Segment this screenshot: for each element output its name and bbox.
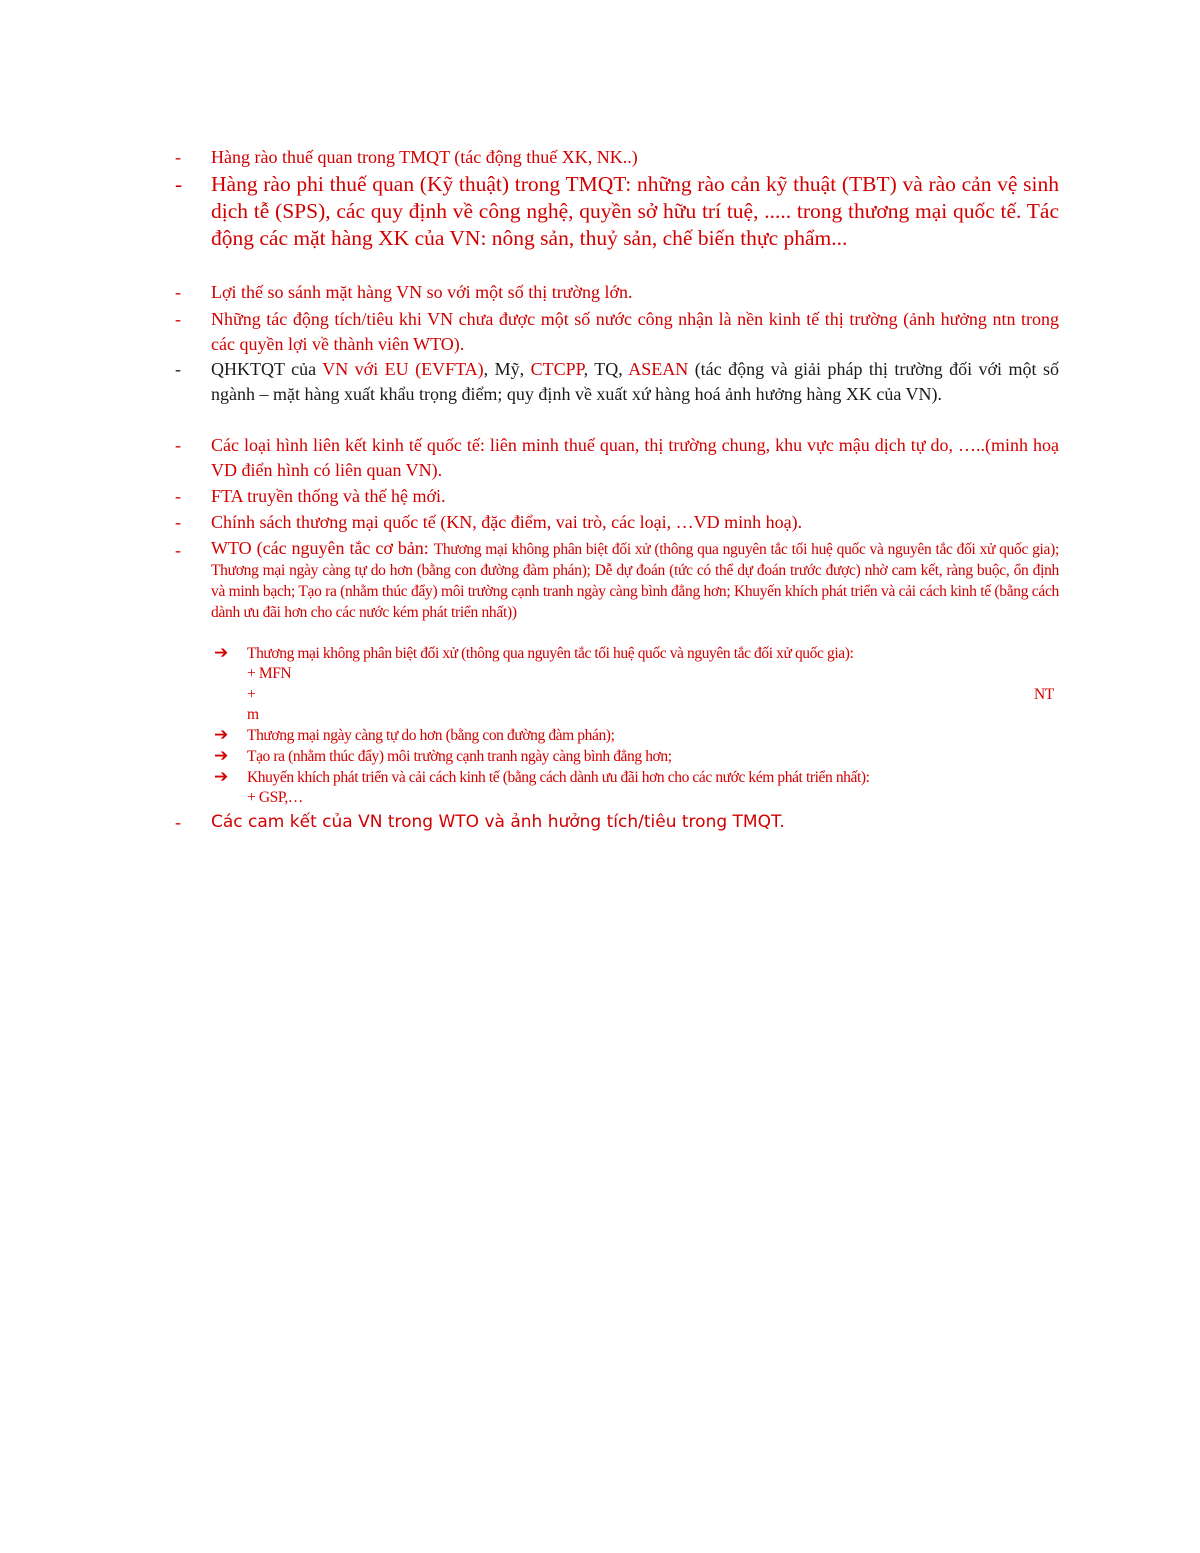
- text-run: WTO (các nguyên tắc cơ bản:: [211, 538, 434, 558]
- text-run-highlight: VN với EU (EVFTA): [322, 359, 484, 379]
- arrow-right-icon: ➔: [214, 767, 228, 787]
- list-bullet: -: [175, 486, 181, 506]
- list-item: [175, 484, 1059, 509]
- list-item: [175, 280, 1059, 305]
- text-run: (tác động và giải pháp thị trường đối với một số ngành – mặt hàng xuất khẩu trọng điểm; quy định về xuất xứ hàng hoá ảnh hưởng hàng XK của VN).: [211, 359, 1059, 404]
- list-item-text: Những tác động tích/tiêu khi VN chưa được một số nước công nhận là nền kinh tế thị trường (ảnh hưởng ntn trong các quyền lợi về thành viên WTO).: [211, 309, 1059, 354]
- list-item-text: Chính sách thương mại quốc tế (KN, đặc điểm, vai trò, các loại, …VD minh hoạ).: [211, 512, 803, 532]
- text-run: QHKTQT của: [211, 359, 323, 379]
- sub-list-line: NT: [1034, 686, 1054, 703]
- text-run-highlight: ASEAN: [628, 359, 689, 379]
- list-bullet: -: [175, 540, 181, 560]
- text-run: , Mỹ,: [483, 359, 531, 379]
- sub-list-item-text: Tạo ra (nhằm thúc đẩy) môi trường cạnh tranh ngày càng bình đẳng hơn;: [247, 748, 672, 765]
- list-item-text: Hàng rào phi thuế quan (Kỹ thuật) trong TMQT: những rào cản kỹ thuật (TBT) và rào cản vệ sinh dịch tễ (SPS), các quy định về công nghệ, quyền sở hữu trí tuệ, ..... trong thương mại quốc tế. Tác động các mặt hàng XK của VN: nông sản, thuỷ sản, chế biến thực phẩm...: [211, 172, 1059, 250]
- list-bullet: -: [175, 812, 181, 832]
- list-item-text: Các loại hình liên kết kinh tế quốc tế: liên minh thuế quan, thị trường chung, khu vực mậu dịch tự do, …..(minh hoạ VD điển hình có liên quan VN).: [211, 435, 1059, 480]
- text-run-small: Thương mại không phân biệt đối xử (thông qua nguyên tắc tối huệ quốc và nguyên tắc đối xử quốc gia); Thương mại ngày càng tự do hơn (bằng con đường đàm phán); Dễ dự đoán (tức có thể dự đoán trước được) nhờ cam kết, ràng buộc, ổn định và minh bạch; Tạo ra (nhằm thúc đẩy) môi trường cạnh tranh ngày càng bình đẳng hơn; Khuyến khích phát triển và cải cách kinh tế (bằng cách dành ưu đãi hơn cho các nước kém phát triển nhất)): [211, 541, 1059, 621]
- arrow-right-icon: ➔: [214, 725, 228, 745]
- list-item-text: Các cam kết của VN trong WTO và ảnh hưởng tích/tiêu trong TMQT.: [211, 812, 785, 832]
- list-bullet: -: [175, 172, 183, 196]
- list-item: [175, 171, 1059, 281]
- list-item: [175, 538, 1059, 643]
- list-item: [175, 810, 1059, 835]
- sub-list-item: [214, 768, 1059, 787]
- arrow-right-icon: ➔: [214, 643, 228, 663]
- sub-list-line: + GSP,…: [247, 789, 303, 806]
- list-item-text: [211, 538, 1059, 623]
- sub-list-item: [214, 644, 1059, 663]
- sub-list-item: [214, 726, 1059, 745]
- text-run: , TQ,: [583, 359, 629, 379]
- list-item: [175, 145, 1059, 170]
- sub-list-item-text: Thương mại ngày càng tự do hơn (bằng con đường đàm phán);: [247, 727, 615, 744]
- list-item: [175, 433, 1059, 483]
- sub-list-line: +: [247, 686, 256, 703]
- list-item-text: [211, 357, 1059, 407]
- list-bullet: -: [175, 282, 181, 302]
- sub-list-item: [214, 747, 1059, 766]
- list-item: [175, 307, 1059, 357]
- list-bullet: -: [175, 147, 181, 167]
- text-run-highlight: CTCPP: [530, 359, 584, 379]
- arrow-right-icon: ➔: [214, 746, 228, 766]
- list-bullet: -: [175, 435, 181, 455]
- list-item: [175, 510, 1059, 535]
- sub-list-item-text: Khuyến khích phát triển và cải cách kinh tế (bằng cách dành ưu đãi hơn cho các nước kém phát triển nhất):: [247, 769, 870, 786]
- list-bullet: -: [175, 359, 181, 379]
- list-item-text: FTA truyền thống và thế hệ mới.: [211, 486, 446, 506]
- list-bullet: -: [175, 512, 181, 532]
- list-item-text: Hàng rào thuế quan trong TMQT (tác động thuế XK, NK..): [211, 147, 638, 167]
- list-item-text: Lợi thế so sánh mặt hàng VN so với một số thị trường lớn.: [211, 282, 633, 302]
- list-item: [175, 357, 1059, 432]
- sub-list-item-text: Thương mại không phân biệt đối xử (thông qua nguyên tắc tối huệ quốc và nguyên tắc đối xử quốc gia):: [247, 645, 854, 662]
- sub-list-line: m: [247, 706, 259, 723]
- list-bullet: -: [175, 309, 181, 329]
- sub-list-line: + MFN: [247, 665, 292, 682]
